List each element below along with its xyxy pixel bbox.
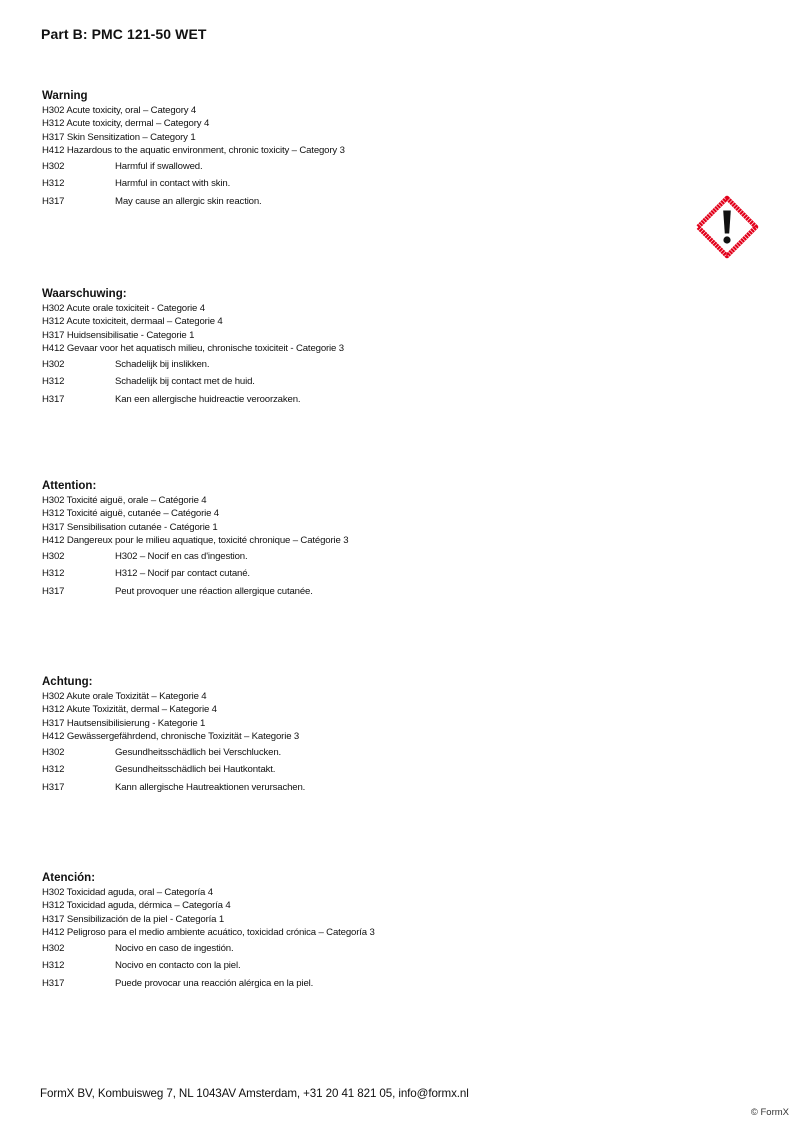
classification-line: H412 Peligroso para el medio ambiente acuático, toxicidad crónica – Categoría 3	[42, 926, 375, 938]
hazard-statement	[42, 977, 562, 994]
classification-line: H302 Acute orale toxiciteit - Categorie 4	[42, 303, 205, 314]
hazard-statement	[42, 195, 562, 212]
classification-line: H312 Acute toxicity, dermal – Category 4	[42, 118, 210, 130]
hazard-statement	[42, 959, 562, 976]
statement-code: H317	[42, 195, 65, 207]
classification-line: H302 Akute orale Toxizität – Kategorie 4	[42, 691, 207, 702]
page-title: Part B: PMC 121-50 WET	[41, 26, 207, 42]
statement-text: H302 – Nocif en cas d'ingestion.	[115, 551, 248, 563]
classification-line: H312 Toxicidad aguda, dérmica – Categoría 4	[42, 900, 231, 912]
classification-line: H317 Hautsensibilisierung - Kategorie 1	[42, 717, 206, 729]
statement-code: H312	[42, 960, 65, 972]
classification-line: H317 Huidsensibilisatie - Categorie 1	[42, 329, 195, 341]
hazard-statement	[42, 585, 562, 602]
statement-code: H302	[42, 551, 65, 563]
hazard-statement	[42, 375, 562, 392]
statement-text: Harmful in contact with skin.	[115, 178, 231, 190]
statement-text: Kan een allergische huidreactie veroorzaken.	[115, 393, 301, 405]
statement-code: H302	[42, 161, 65, 173]
statement-text: Nocivo en caso de ingestión.	[115, 943, 234, 955]
section-heading: Warning	[42, 90, 88, 102]
classification-line: H312 Akute Toxizität, dermal – Kategorie 4	[42, 704, 217, 716]
statement-code: H317	[42, 393, 65, 405]
statement-code: H302	[42, 359, 65, 371]
hazard-statement	[42, 746, 562, 763]
statement-text: Gesundheitsschädlich bei Hautkontakt.	[115, 764, 276, 776]
hazard-statement	[42, 177, 562, 194]
hazard-statement	[42, 942, 562, 959]
statement-code: H302	[42, 943, 65, 955]
classification-line: H302 Acute toxicity, oral – Category 4	[42, 105, 197, 116]
statement-code: H317	[42, 977, 65, 989]
statement-text: H312 – Nocif par contact cutané.	[115, 568, 250, 580]
classification-line: H312 Acute toxiciteit, dermaal – Categorie 4	[42, 316, 223, 328]
statement-code: H312	[42, 764, 65, 776]
classification-line: H412 Gewässergefährdend, chronische Toxizität – Kategorie 3	[42, 730, 300, 742]
classification-line: H317 Skin Sensitization – Category 1	[42, 131, 196, 143]
copyright-notice: © FormX	[750, 1107, 789, 1118]
classification-line: H412 Gevaar voor het aquatisch milieu, chronische toxiciteit - Categorie 3	[42, 342, 344, 354]
hazard-statement	[42, 763, 562, 780]
hazard-section-dutch	[42, 288, 562, 410]
classification-line: H302 Toxicidad aguda, oral – Categoría 4	[42, 887, 213, 898]
hazard-statement	[42, 781, 562, 798]
classification-line: H317 Sensibilisation cutanée - Catégorie 1	[42, 521, 218, 533]
classification-line: H412 Dangereux pour le milieu aquatique, toxicité chronique – Catégorie 3	[42, 534, 349, 546]
statement-code: H317	[42, 585, 65, 597]
classification-line: H412 Hazardous to the aquatic environment, chronic toxicity – Category 3	[42, 144, 345, 156]
statement-code: H317	[42, 781, 65, 793]
statement-text: Gesundheitsschädlich bei Verschlucken.	[115, 747, 282, 759]
hazard-section-english	[42, 90, 562, 212]
section-heading: Achtung:	[42, 676, 93, 688]
classification-line: H317 Sensibilización de la piel - Categoría 1	[42, 913, 225, 925]
hazard-section-french	[42, 480, 562, 602]
hazard-statement	[42, 160, 562, 177]
statement-text: Schadelijk bij contact met de huid.	[115, 376, 255, 388]
footer-contact: FormX BV, Kombuisweg 7, NL 1043AV Amsterdam, +31 20 41 821 05, info@formx.nl	[40, 1087, 469, 1100]
hazard-section-german	[42, 676, 562, 798]
statement-code: H302	[42, 747, 65, 759]
statement-text: Puede provocar una reacción alérgica en la piel.	[115, 977, 314, 989]
statement-code: H312	[42, 178, 65, 190]
statement-text: Kann allergische Hautreaktionen verursachen.	[115, 781, 306, 793]
hazard-statement	[42, 393, 562, 410]
statement-text: Harmful if swallowed.	[115, 161, 203, 173]
statement-text: Nocivo en contacto con la piel.	[115, 960, 241, 972]
section-heading: Atención:	[42, 872, 96, 884]
statement-code: H312	[42, 376, 65, 388]
statement-text: Schadelijk bij inslikken.	[115, 359, 210, 371]
hazard-statement	[42, 550, 562, 567]
hazard-section-spanish	[42, 872, 562, 994]
statement-code: H312	[42, 568, 65, 580]
hazard-statement	[42, 567, 562, 584]
classification-line: H302 Toxicité aiguë, orale – Catégorie 4	[42, 495, 207, 506]
ghs07-exclamation-icon	[695, 195, 759, 259]
section-heading: Waarschuwing:	[42, 288, 127, 300]
statement-text: Peut provoquer une réaction allergique cutanée.	[115, 585, 313, 597]
section-heading: Attention:	[42, 480, 97, 492]
classification-line: H312 Toxicité aiguë, cutanée – Catégorie 4	[42, 508, 219, 520]
hazard-statement	[42, 358, 562, 375]
statement-text: May cause an allergic skin reaction.	[115, 195, 262, 207]
